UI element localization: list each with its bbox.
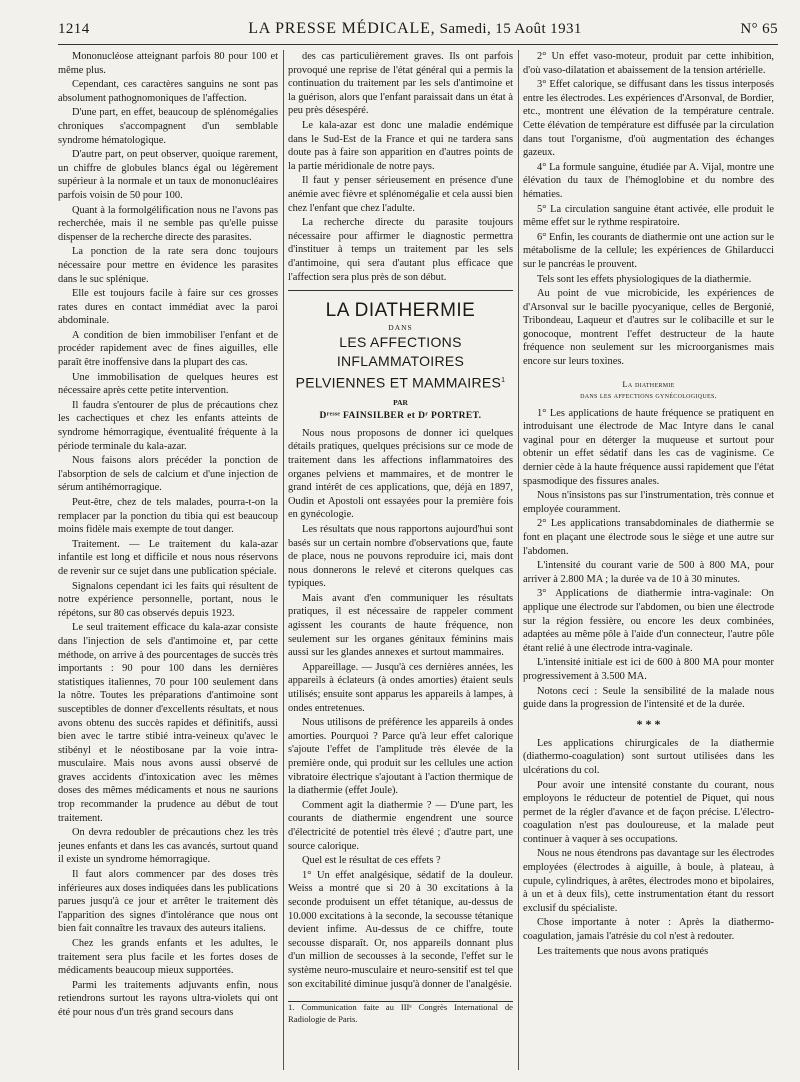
paragraph: La ponction de la rate sera donc toujours nécessaire pour mettre en évidence les parasites dans le suc splénique. — [58, 246, 278, 285]
article-title: LA DIATHERMIE — [325, 300, 476, 322]
paragraph: Chez les grands enfants et les adultes, le traitement sera plus facile et les fortes doses de médicaments beaucoup mieux supportées. — [58, 938, 278, 977]
paragraph: Notons ceci : Seule la sensibilité de la malade nous guide dans la progression de l'intensité et de la durée. — [523, 685, 774, 711]
paragraph: Nous nous proposons de donner ici quelques détails pratiques, quelques précisions sur ce mode de traitement dans les affections inflammatoires des organes pelviens et mammaires, et de montrer le grand intérêt de ces applications, que, déjà en 1897, Oudin et Apostoli ont essayées pour la première fois en gynécologie. — [288, 427, 513, 521]
paragraph: Les traitements que nous avons pratiqués — [537, 945, 709, 957]
paragraph: Nous faisons alors précéder la ponction de l'absorption de sels de calcium et d'une injection de sérum antihémorragique. — [58, 455, 278, 494]
journal-title: LA PRESSE MÉDICALE, — [248, 20, 436, 37]
paragraph: Les résultats que nous rapportons aujourd'hui sont basés sur un certain nombre d'observations que, faute de place, nous ne pouvons reproduire ici, mais dont nous donnerons le relevé et citerons quelques cas typiques. — [288, 523, 513, 590]
paragraph: On devra redoubler de précautions chez les très jeunes enfants et dans les cas avancés, surtout quand il existe un syndrome hémorragique. — [58, 827, 278, 866]
paragraph-traitement: Traitement. — Le traitement du kala-azar infantile est long et difficile et nous nous réservons de revenir sur ce sujet dans une publication spéciale. — [58, 538, 278, 577]
section-heading — [523, 379, 774, 401]
paragraph: Les applications chirurgicales de la diathermie (diathermo-coagulation) sont surtout utilisées dans les ulcérations du col. — [523, 737, 774, 776]
article-title-line-3: PELVIENNES ET MAMMAIRES — [295, 374, 502, 391]
paragraph: La recherche directe du parasite toujours nécessaire pour affirmer le diagnostic permettra d'instituer à temps un traitement par les sels d'antimoine, qui sera d'autant plus efficace que l'affection sera plus près de son début. — [288, 217, 513, 283]
paragraph: 3° Applications de diathermie intra-vaginale: On applique une électrode sur l'abdomen, ou bien une électrode sur la région fessière, ou encore les deux combinées, adaptées au même pôle à l'aide d'un connecteur, l'autre pôle étant relié à une électrode intra-vaginale. — [523, 588, 774, 654]
article-title-block — [288, 299, 513, 423]
article-authors: Dʳᵉˢˢᵉ FAINSILBER et Dʳ PORTRET. — [319, 410, 482, 421]
section-stars: * * * — [636, 716, 661, 731]
paragraph: Le kala-azar est donc une maladie endémique dans le Sud-Est de la France et qui ne tardera sans doute pas à faire son apparition en d'autres points de la partie méridionale de notre pays. — [288, 119, 513, 172]
issue-number: N° 65 — [740, 21, 778, 37]
footnote: 1. Communication faite au IIIᵉ Congrès International de Radiologie de Paris. — [288, 1002, 513, 1024]
paragraph: Parmi les traitements adjuvants enfin, nous retiendrons surtout les rayons ultra-violets qui ont été pour nous d'un très grand secours dans — [58, 979, 278, 1018]
paragraph: Il faut alors commencer par des doses très inférieures aux doses indiquées dans les publications parues jusqu'à ce jour et arrêter le traitement dès l'apparition des signes d'intolérance que nous ont bien fait connaître les travaux des auteurs italiens. — [58, 869, 278, 935]
paragraph: 2° Un effet vaso-moteur, produit par cette inhibition, d'où vaso-dilatation et abaissement de la tension artérielle. — [523, 51, 774, 76]
running-head — [58, 20, 778, 42]
paragraph: Une immobilisation de quelques heures est nécessaire après cette petite intervention. — [58, 371, 278, 397]
paragraph: A condition de bien immobiliser l'enfant et de procéder rapidement avec de fines aiguilles, elle paraît être inoffensive dans la plupart des cas. — [58, 329, 278, 369]
column-divider — [283, 50, 284, 1070]
paragraph: Quant à la formolgélification nous ne l'avons pas recherchée, mais il ne semble pas qu'elle puisse dispenser de la recherche directe des parasites. — [58, 204, 278, 243]
article-title-dans: DANS — [388, 323, 413, 333]
paragraph: D'autre part, on peut observer, quoique rarement, un chiffre de globules blancs égal ou légèrement supérieur à la normale et un taux de mononucléaires parfois voisin de 50 pour 100. — [58, 149, 278, 201]
paragraph: Le seul traitement efficace du kala-azar consiste dans l'injection de sels d'antimoine et, par cette méthode, on arrive à des pourcentages de succès très importants : 90 pour 100 dans les dernières statistiques italiennes, 70 pour 100 seulement dans la nôtre. Toutes les préparations d'antimoine sont susceptibles de donner d'excellents résultats, et nous avons obtenu des succès rapides et définitifs, aussi bien avec le tartre stibié intra-veineux qu'avec le stibényl et le néostibosane par la voie intra-musculaire. Mais nous avons aussi observé de graves accidents d'intoxication avec les mêmes doses des mêmes médicaments et nous ne saurions trop recommander la prudence au début de tout traitement. — [58, 622, 278, 824]
journal-title-line — [248, 20, 582, 38]
section-heading-line-2: dans les affections gynécologiques. — [580, 390, 717, 400]
paragraph: Nous n'insistons pas sur l'instrumentation, très connue et employée couramment. — [523, 490, 774, 515]
paragraph: Mais avant d'en communiquer les résultats pratiques, il est nécessaire de rappeler comment agissent les courants de haute fréquence, non seulement sur les organes génitaux féminins mais aussi sur les glandes annexes et surtout mammaires. — [288, 592, 513, 659]
paragraph: Peut-être, chez de tels malades, pourra-t-on la remplacer par la ponction du tibia qui est beaucoup moins fidèle mais exempte de tout danger. — [58, 497, 278, 536]
paragraph: L'intensité du courant varie de 500 à 800 MA, pour arriver à 2.800 MA ; la durée va de 10 à 30 minutes. — [523, 560, 774, 585]
article-separator — [288, 290, 513, 291]
paragraph: Signalons cependant ici les faits qui résultent de notre expérience personnelle, portant, nous le répétons, sur 80 cas observés depuis 1923. — [58, 580, 278, 619]
paragraph: Au point de vue microbicide, les expériences de d'Arsonval sur le bacille pyocyanique, celles de Bergonié, Tribondeau, Laqueur et d'autres sur le colibacille et sur le gonocoque, montrent l'effet destructeur de la haute fréquence non seulement sur les microorganismes mais encore sur leurs toxines. — [523, 288, 774, 368]
paragraph: 6° Enfin, les courants de diathermie ont une action sur le métabolisme de la cellule; les expériences de Ghilarducci sur le pancréas le prouvent. — [523, 231, 774, 270]
paragraph: Pour avoir une intensité constante du courant, nous employons le réducteur de potentiel de Piquet, qui nous permet de la régler d'avance et de façon précise. L'électro-coagulation n'est pas douloureuse, et la malade peut continuer à vaquer à ses occupations. — [523, 779, 774, 845]
column-1 — [58, 50, 278, 1075]
issue-date: Samedi, 15 Août 1931 — [439, 21, 582, 37]
column-3 — [523, 50, 774, 1075]
paragraph-comment-agit: Comment agit la diathermie ? — D'une part, les courants de diathermie engendrent une source d'électricité de potentiel très élevé ; d'autre part, une source calorique. — [288, 799, 513, 852]
footnote-marker: 1 — [501, 377, 506, 385]
paragraph: Tels sont les effets physiologiques de la diathermie. — [537, 273, 752, 285]
paragraph: 3° Effet calorique, se diffusant dans les tissus interposés entre les électrodes. Les expériences d'Arsonval, de Bordier, etc., montrent une élévation de la température centrale. Cette élévation de température est diffusée par la circulation dans tout l'organisme, d'où augmentation des échanges gazeux. — [523, 79, 774, 159]
column-2 — [288, 50, 513, 1075]
paragraph: Mononucléose atteignant parfois 80 pour 100 et même plus. — [58, 51, 278, 76]
paragraph: Quel est le résultat de ces effets ? — [302, 855, 441, 867]
column-divider — [518, 50, 519, 1070]
paragraph: Nous ne nous étendrons pas davantage sur les électrodes employées (électrodes à aiguille, à boule, à plateau, à cupule, cylindriques, à arêtes, électrodes mono et bipolaires, à un et à deux fils), cette instrumentation étant du ressort exclusif du spécialiste. — [523, 848, 774, 914]
paragraph: Nous utilisons de préférence les appareils à ondes amorties. Pourquoi ? Parce qu'à leur effet calorique s'ajoute l'effet de l'amplitude très élevée de la première onde, qui produit sur les cellules une action vibratoire électrique s'ajoutant à l'action thermique de la diathermie (effet Joule). — [288, 717, 513, 797]
article-par: PAR — [393, 397, 408, 407]
article-title-line-2: LES AFFECTIONS INFLAMMATOIRES — [336, 334, 465, 370]
paragraph: 1° Les applications de haute fréquence se pratiquent en introduisant une électrode de Mac Intyre dans le canal vaginal pour en déterger la muqueuse et surtout pour obtenir un effet sédatif dans les cas de vaginisme. Ce dernier cède à la haute fréquence aussi rapidement que l'état spasmodique des fissures anales. — [523, 407, 774, 487]
paragraph: 4° La formule sanguine, étudiée par A. Vijal, montre une élévation du taux de l'hémoglobine et du nombre des hématies. — [523, 161, 774, 200]
paragraph: Elle est toujours facile à faire sur ces grosses rates dures en contact immédiat avec la paroi abdominale. — [58, 288, 278, 327]
paragraph: Il faut y penser sérieusement en présence d'une anémie avec fièvre et splénomégalie et cela aussi bien chez l'enfant que chez l'adulte. — [288, 175, 513, 214]
article-title-line-3-wrap — [288, 371, 513, 393]
paragraph: Il faudra s'entourer de plus de précautions chez les cachectiques et chez les enfants atteints de syndrome hémorragique, éventualité fréquente à la période terminale du kala-azar. — [58, 399, 278, 452]
paragraph: L'intensité initiale est ici de 600 à 800 MA pour monter progressivement à 3.500 MA. — [523, 657, 774, 682]
section-heading-line-1: La diathermie — [622, 378, 675, 389]
paragraph: 5° La circulation sanguine étant activée, elle produit le même effet sur le rythme respiratoire. — [523, 203, 774, 229]
header-rule — [58, 44, 778, 45]
paragraph-appareillage: Appareillage. — Jusqu'à ces dernières années, les appareils à éclateurs (à ondes amorties) étaient seuls utilisés; ensuite sont apparus les appareils à lampes, à ondes entretenues. — [288, 661, 513, 714]
paragraph: Cependant, ces caractères sanguins ne sont pas absolument pathognomoniques de l'affection. — [58, 79, 278, 104]
paragraph: D'une part, en effet, beaucoup de splénomégalies chroniques s'accompagnent d'un semblable syndrome hématologique. — [58, 107, 278, 146]
paragraph: des cas particulièrement graves. Ils ont parfois provoqué une reprise de l'état général qui a permis la continuation du traitement par les sels d'antimoine et la guérison, alors que l'enfant paraissait dans un état à peu près désespéré. — [288, 51, 513, 117]
paragraph: 2° Les applications transabdominales de diathermie se font en plaçant une électrode sous le siège et une autre sur l'abdomen. — [523, 518, 774, 557]
paragraph: Chose importante à noter : Après la diathermo-coagulation, jamais l'atrésie du col n'est à redouter. — [523, 917, 774, 943]
paragraph: 1° Un effet analgésique, sédatif de la douleur. Weiss a montré que si 20 à 30 excitations à la seconde produisent un effet tétanique, au-dessus de 10.000 excitations à la seconde, la secousse tétanique devient infime. Au-dessus de ce chiffre, toute secousse disparaît. Or, nos appareils donnant plus d'un million de secousses à la seconde, l'effet sur le système neuro-musculaire et neuro-sensitif est tel que son excitabilité diminue jusqu'à donner de l'analgésie. — [288, 869, 513, 990]
page-number: 1214 — [58, 21, 90, 37]
